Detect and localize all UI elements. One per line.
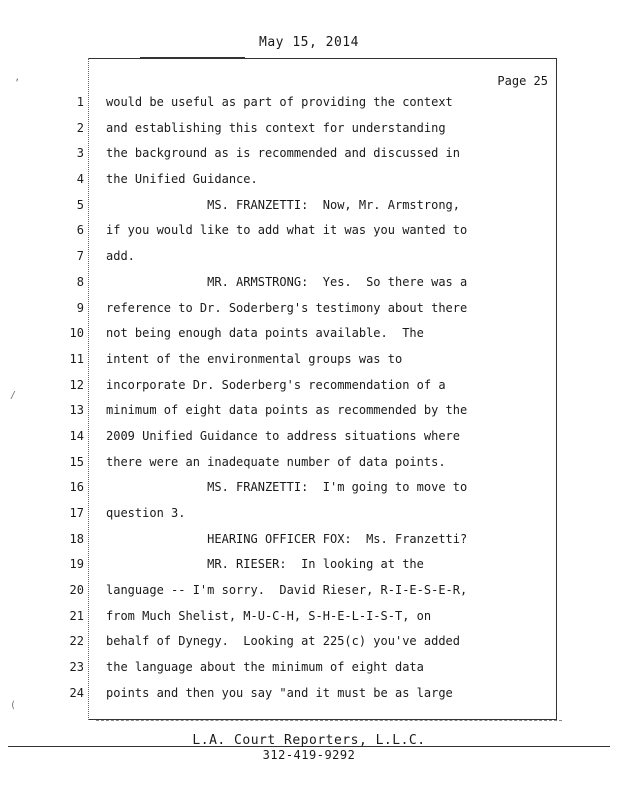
transcript-line: from Much Shelist, M-U-C-H, S-H-E-L-I-S-T, on	[106, 608, 432, 623]
transcript-line: MR. RIESER: In looking at the	[106, 557, 424, 572]
line-number: 19	[69, 557, 84, 572]
line-number: 10	[69, 326, 84, 341]
line-number: 5	[76, 197, 84, 212]
line-number: 3	[76, 146, 84, 161]
line-number: 22	[69, 634, 84, 649]
footer-company: L.A. Court Reporters, L.L.C.	[192, 733, 426, 748]
transcript-line: behalf of Dynegy. Looking at 225(c) you've added	[106, 634, 461, 649]
line-number: 13	[69, 403, 84, 418]
transcript-line: HEARING OFFICER FOX: Ms. Franzetti?	[106, 531, 468, 546]
line-number: 8	[76, 274, 84, 289]
transcript-text	[106, 94, 546, 711]
line-number: 18	[69, 531, 84, 546]
transcript-line: language -- I'm sorry. David Rieser, R-I-E-S-E-R,	[106, 583, 468, 598]
transcript-line: and establishing this context for understanding	[106, 120, 446, 135]
transcript-line: add.	[106, 249, 135, 264]
line-number: 20	[69, 583, 84, 598]
line-number: 24	[69, 685, 84, 700]
line-number: 17	[69, 506, 84, 520]
page-number: Page 25	[497, 74, 548, 88]
page-frame-bottom-shadow	[96, 720, 562, 721]
line-number: 16	[69, 480, 84, 495]
line-number: 6	[76, 223, 84, 238]
transcript-line: 2009 Unified Guidance to address situations where	[106, 428, 461, 443]
scan-speck: /	[10, 390, 17, 401]
transcript-line: MS. FRANZETTI: Now, Mr. Armstrong,	[106, 197, 461, 212]
transcript-line: MS. FRANZETTI: I'm going to move to	[106, 480, 468, 495]
transcript-line: there were an inadequate number of data points.	[106, 454, 446, 469]
transcript-line: the Unified Guidance.	[106, 172, 258, 187]
transcript-line: if you would like to add what it was you wanted to	[106, 223, 468, 238]
line-number: 4	[76, 172, 84, 187]
line-number: 15	[69, 454, 84, 469]
transcript-line: MR. ARMSTRONG: Yes. So there was a	[106, 274, 468, 289]
scan-speck: (	[10, 700, 17, 711]
line-number: 7	[76, 249, 84, 264]
line-number: 23	[69, 660, 84, 675]
transcript-line: would be useful as part of providing the context	[106, 95, 453, 109]
transcript-line: incorporate Dr. Soderberg's recommendation of a	[106, 377, 446, 392]
scan-speck: ʼ	[14, 78, 21, 89]
transcript-line: the background as is recommended and discussed in	[106, 146, 461, 161]
transcript-line: question 3.	[106, 506, 186, 520]
line-number: 11	[69, 351, 84, 366]
line-number: 9	[76, 300, 84, 315]
transcript-line: intent of the environmental groups was to	[106, 351, 403, 366]
line-number: 1	[76, 95, 84, 109]
transcript-line: not being enough data points available. The	[106, 326, 424, 341]
line-number: 2	[76, 120, 84, 135]
line-number: 21	[69, 608, 84, 623]
header-date: May 15, 2014	[259, 35, 359, 50]
line-number: 14	[69, 428, 84, 443]
transcript-line: minimum of eight data points as recommended by the	[106, 403, 468, 418]
line-number-column	[56, 94, 84, 711]
transcript-line: points and then you say "and it must be as large	[106, 685, 453, 700]
line-number: 12	[69, 377, 84, 392]
footer-phone: 312-419-9292	[262, 748, 356, 762]
transcript-line: reference to Dr. Soderberg's testimony about there	[106, 300, 468, 315]
transcript-line: the language about the minimum of eight data	[106, 660, 424, 675]
page-frame-left-edge	[88, 58, 89, 720]
